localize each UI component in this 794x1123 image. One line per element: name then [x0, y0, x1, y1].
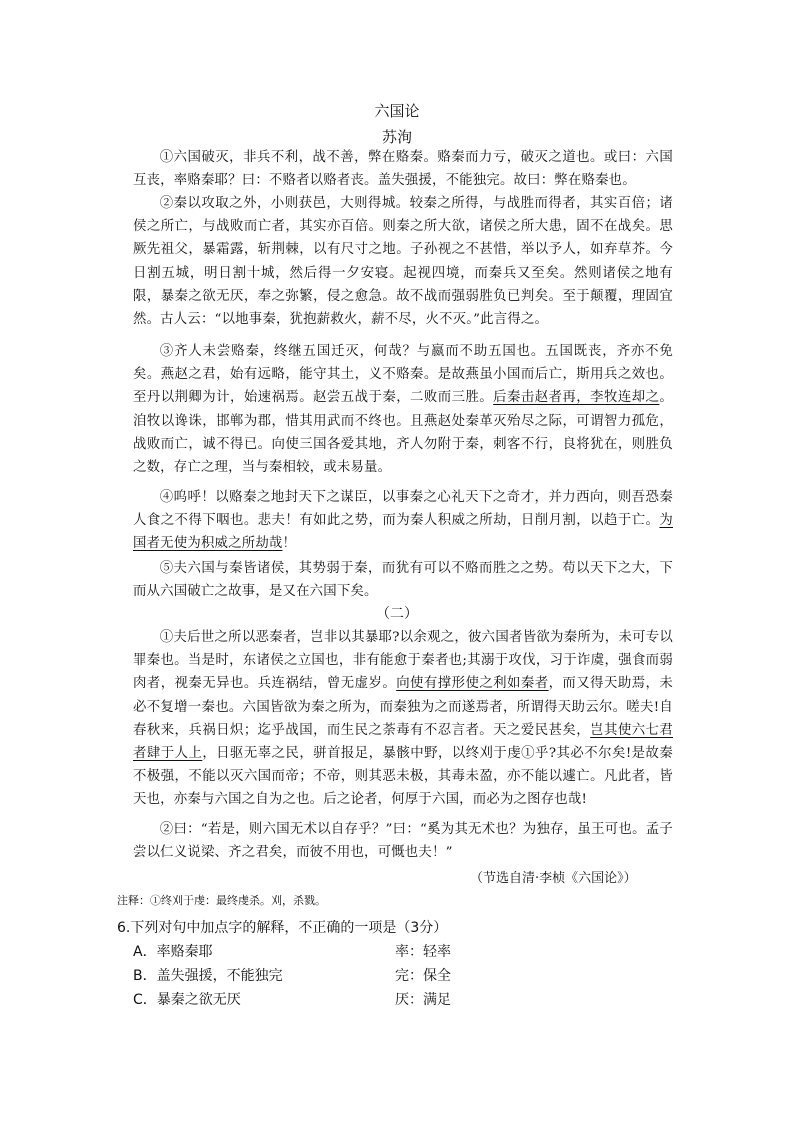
- paragraph-3-text-a: ③齐人未尝赂秦，终继五国迁灭，何哉？与嬴而不助五国也。五国既丧，齐亦不免矣。燕赵之君，始有远略，能守其土，义不赂秦。是故燕虽小国而后亡，斯用兵之效也。至丹以荆卿为计，始速祸焉。赵尝五战于秦，二败而三胜。: [133, 344, 673, 406]
- section-2-paragraph-1: [133, 626, 673, 812]
- paragraph-3-text-b: 。洎牧以谗诛，邯郸为郡，惜其用武而不终也。且燕赵处秦革灭殆尽之际，可谓智力孤危，战败而亡，诚不得已。向使三国各爱其地，齐人勿附于秦，刺客不行，良将犹在，则胜负之数，存亡之理，当与秦相较，或未易量。: [133, 390, 673, 476]
- paragraph-3-underlined: 后秦击赵者再，李牧连却之: [493, 390, 660, 406]
- option-b-answer: 完：保全: [395, 968, 451, 984]
- section-2-heading: （二）: [376, 606, 418, 622]
- paragraph-4-text-b: ！: [282, 536, 297, 552]
- section-2-paragraph-1-underlined-1: 向使有撑形使之利如秦者: [396, 676, 549, 692]
- option-a-answer: 率：轻率: [395, 944, 451, 960]
- paragraph-4-text-a: ④呜呼！以赂秦之地封天下之谋臣，以事秦之心礼天下之奇才，并力西向，则吾恐秦人食之不得下咽也。悲夫！有如此之势，而为秦人积威之所劫，日削月割，以趋于亡。: [133, 490, 673, 529]
- option-b: [133, 965, 451, 985]
- essay-title: 六国论: [374, 102, 420, 120]
- section-2-paragraph-2: ②曰：“若是，则六国无术以自存乎？”曰：“奚为其无术也？为独存，虽王可也。孟子尝以仁义说梁、齐之君矣，而彼不用也，可慨也夫！”: [133, 822, 673, 861]
- paragraph-2: ②秦以攻取之外，小则获邑，大则得城。较秦之所得，与战胜而得者，其实百倍；诸侯之所亡，与战败而亡者，其实亦百倍。则秦之所大欲，诸侯之所大患，固不在战矣。思厥先祖父，暴霜露，斩荆棘，以有尺寸之地。子孙视之不甚惜，举以予人，如弃草芥。今日割五城，明日割十城，然后得一夕安寝。起视四境，而秦兵又至矣。然则诸侯之地有限，暴秦之欲无厌，奉之弥繁，侵之愈急。故不战而强弱胜负已判矣。至于颠覆，理固宜然。古人云：“以地事秦，犹抱薪救火，薪不尽，火不灭。”此言得之。: [133, 196, 673, 328]
- option-b-label: B．盖失强援，不能独完: [133, 968, 283, 984]
- paragraph-1: ①六国破灭，非兵不利，战不善，弊在赂秦。赂秦而力亏，破灭之道也。或曰：六国互丧，率赂秦耶？曰：不赂者以赂者丧。盖失强援，不能独完。故曰：弊在赂秦也。: [133, 150, 673, 189]
- option-c-label: C．暴秦之欲无厌: [133, 992, 241, 1008]
- annotation-note: 注释：①终刈于虔：最终虔杀。刈，杀戮。: [117, 894, 326, 907]
- section-2-paragraph-1-underlined-2: 岂其使六七君者肆于人上: [133, 722, 673, 762]
- section-2-paragraph-1-text-c: ，日驱无辜之民，骈首报足，暴骸中野，以终刈于虔①乎?其必不尔矣!是故秦不极强，不能以灭六国而帝；不帝，则其恶未极，其毒未盈，亦不能以遽亡。凡此者，皆天也，亦秦与六国之自为之也。后之论者，何厚于六国，而必为之图存也哉!: [133, 746, 673, 808]
- paragraph-5: ⑤夫六国与秦皆诸侯，其势弱于秦，而犹有可以不赂而胜之之势。苟以天下之大，下而从六国破亡之故事，是又在六国下矣。: [133, 561, 673, 600]
- section-2-paragraph-1-text-b: ，而又得天助焉，未必不复增一秦也。六国皆欲为秦之所为，而秦独为之而遂焉者，所谓得天助云尔。嗟夫!自春秋来，兵祸日炽；迄乎战国，而生民之荼毒有不忍言者。天之爱民甚矣，: [133, 676, 673, 738]
- paragraph-4-underlined: 为国者无使为积威之所劫哉: [133, 513, 673, 552]
- option-c-answer: 厌：满足: [395, 992, 451, 1008]
- option-a: [133, 941, 451, 961]
- paragraph-3: [133, 340, 673, 479]
- paragraph-4: [133, 486, 673, 556]
- essay-author: 苏洵: [381, 128, 412, 146]
- option-c: [133, 989, 451, 1009]
- section-2-paragraph-1-text-a: ①夫后世之所以恶秦者，岂非以其暴耶?以余观之，彼六国者皆欲为秦所为，未可专以罪秦也。当是时，东诸侯之立国也，非有能愈于秦者也;其溺于攻伐，习于诈虞，强食而弱肉者，视秦无异也。兵连祸结，曾无虚岁。: [133, 630, 673, 692]
- option-a-label: A．率赂秦耶: [133, 944, 213, 960]
- source-citation: （节选自清·李桢《六国论》）: [470, 871, 637, 886]
- question-stem: 6.下列对句中加点字的解释，不正确的一项是（3分）: [117, 920, 448, 936]
